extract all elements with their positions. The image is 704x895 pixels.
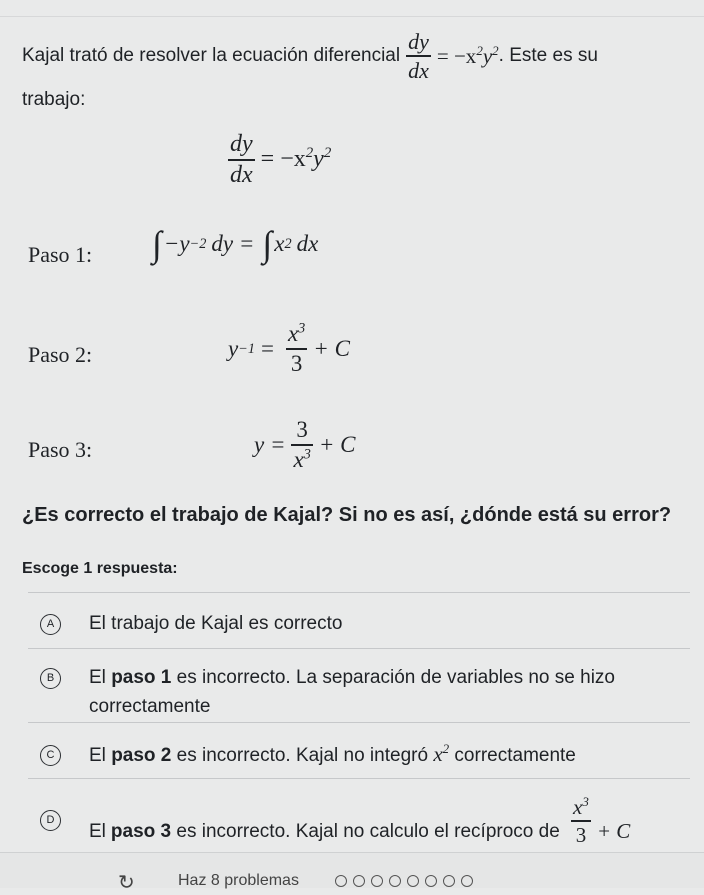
intro-fraction: $\frac{dy}{dx}$ [408, 29, 429, 83]
intro-rhs: = $-x^2y^2$ [436, 43, 499, 68]
options-divider-top [28, 592, 690, 593]
option-a-badge: A [40, 614, 61, 635]
option-d-badge: D [40, 810, 61, 831]
problem-statement [22, 30, 682, 118]
options-divider [28, 778, 690, 779]
step3-equation: y = $\frac{3}{x^3}$ + C [254, 417, 356, 472]
progress-dot [461, 875, 473, 887]
top-divider [0, 16, 704, 17]
option-b-text: El paso 1 es incorrecto. La separación de variables no se hizo correctamente [89, 667, 615, 717]
step3-label: Paso 3: [28, 437, 93, 462]
options-divider [28, 722, 690, 723]
option-b[interactable] [40, 663, 690, 721]
step1-equation: ∫ −y −2 dy = ∫ x 2 dx [152, 224, 319, 264]
refresh-icon[interactable]: ↻ [118, 872, 135, 894]
option-b-badge: B [40, 668, 61, 689]
option-c-badge: C [40, 745, 61, 766]
progress-dot [335, 875, 347, 887]
footer-divider [0, 852, 704, 853]
option-c[interactable] [40, 740, 690, 770]
step1-label: Paso 1: [28, 242, 93, 267]
progress-dot [353, 875, 365, 887]
progress-text: Haz 8 problemas [178, 872, 299, 889]
option-c-text: El paso 2 es incorrecto. Kajal no integró $x^2$ correctamente [89, 741, 576, 766]
main-equation: $\frac{dy}{dx}$ = $-x^2y^2$ [230, 131, 332, 188]
option-d-text: El paso 3 es incorrecto. Kajal no calculo el recíproco de $\frac{x^3}{3}$ + C [89, 794, 631, 846]
option-a-text: El trabajo de Kajal es correcto [89, 613, 343, 634]
options-divider [28, 648, 690, 649]
option-a[interactable] [40, 609, 690, 638]
progress-dots [335, 875, 473, 887]
intro-text: Kajal trató de resolver la ecuación diferencial [22, 45, 401, 66]
step2-equation: y −1 = $\frac{x^3}{3}$ + C [228, 320, 350, 376]
progress-dot [443, 875, 455, 887]
step2-label: Paso 2: [28, 342, 93, 367]
progress-dot [425, 875, 437, 887]
option-d[interactable] [40, 794, 690, 846]
intro-line2: trabajo: [22, 89, 86, 110]
intro-text-after: . Este es su [498, 45, 598, 66]
progress-dot [389, 875, 401, 887]
progress-dot [371, 875, 383, 887]
progress-dot [407, 875, 419, 887]
choose-label: Escoge 1 respuesta: [22, 560, 178, 577]
question-text: ¿Es correcto el trabajo de Kajal? Si no es así, ¿dónde está su error? [22, 504, 672, 526]
